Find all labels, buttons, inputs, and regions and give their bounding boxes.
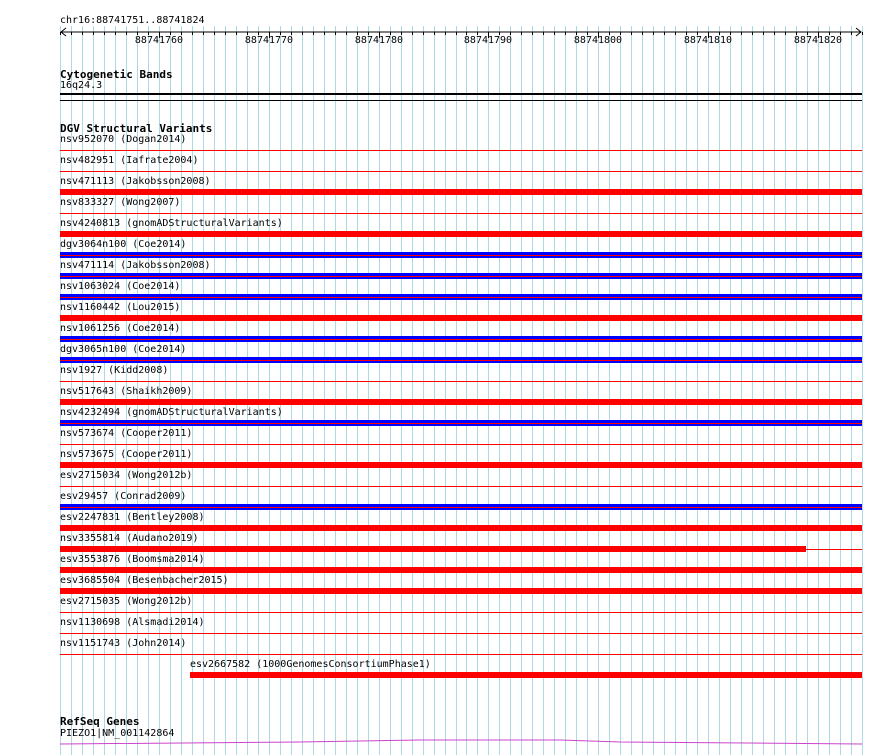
dgv-row-separator bbox=[60, 360, 862, 361]
dgv-variant-label[interactable]: nsv471113 (Jakobsson2008) bbox=[60, 176, 211, 187]
dgv-variant-label[interactable]: esv2715035 (Wong2012b) bbox=[60, 596, 193, 607]
dgv-row-separator bbox=[60, 339, 862, 340]
dgv-variant-label[interactable]: esv2247831 (Bentley2008) bbox=[60, 512, 205, 523]
refseq-genes-title: RefSeq Genes bbox=[60, 715, 140, 728]
dgv-row-separator bbox=[60, 507, 862, 508]
dgv-row-separator bbox=[60, 591, 862, 592]
dgv-row-separator bbox=[60, 612, 862, 613]
ruler-tick-label: 88741810 bbox=[683, 35, 733, 46]
dgv-row-separator bbox=[60, 402, 862, 403]
dgv-variant-label[interactable]: nsv4232494 (gnomADStructuralVariants) bbox=[60, 407, 283, 418]
dgv-variant-label[interactable]: nsv1061256 (Coe2014) bbox=[60, 323, 181, 334]
refseq-gene-label[interactable]: PIEZO1|NM_001142864 bbox=[60, 728, 175, 739]
dgv-variant-label[interactable]: nsv1063024 (Coe2014) bbox=[60, 281, 181, 292]
dgv-row-separator bbox=[60, 654, 862, 655]
dgv-track-title: DGV Structural Variants bbox=[60, 122, 213, 135]
dgv-variant-label[interactable]: nsv471114 (Jakobsson2008) bbox=[60, 260, 211, 271]
dgv-variant-label[interactable]: nsv1130698 (Alsmadi2014) bbox=[60, 617, 205, 628]
ruler-tick-label: 88741760 bbox=[134, 35, 184, 46]
dgv-row-separator bbox=[60, 255, 862, 256]
dgv-variant-label[interactable]: nsv517643 (Shaikh2009) bbox=[60, 386, 193, 397]
coordinate-label: chr16:88741751..88741824 bbox=[60, 15, 205, 26]
dgv-row-separator bbox=[60, 633, 862, 634]
dgv-row-separator bbox=[60, 318, 862, 319]
dgv-variant-label[interactable]: dgv3065n100 (Coe2014) bbox=[60, 344, 187, 355]
dgv-row-separator bbox=[60, 444, 862, 445]
ruler-tick-label: 88741800 bbox=[573, 35, 623, 46]
dgv-row-separator bbox=[60, 570, 862, 571]
gene-intron-line bbox=[60, 740, 862, 744]
ruler-tick-label: 88741790 bbox=[463, 35, 513, 46]
dgv-variant-label[interactable]: nsv952070 (Dogan2014) bbox=[60, 134, 187, 145]
ruler-axis[interactable] bbox=[0, 26, 890, 40]
ruler-tick-label: 88741820 bbox=[793, 35, 843, 46]
dgv-row-separator bbox=[60, 528, 862, 529]
ruler-tick-label: 88741780 bbox=[354, 35, 404, 46]
dgv-variant-label[interactable]: nsv1160442 (Lou2015) bbox=[60, 302, 181, 313]
dgv-variant-label[interactable]: nsv1151743 (John2014) bbox=[60, 638, 187, 649]
dgv-row-separator bbox=[60, 423, 862, 424]
dgv-variant-label[interactable]: esv29457 (Conrad2009) bbox=[60, 491, 187, 502]
dgv-row-separator bbox=[60, 381, 862, 382]
dgv-variant-label[interactable]: nsv833327 (Wong2007) bbox=[60, 197, 181, 208]
dgv-row-separator bbox=[60, 465, 862, 466]
ruler-tick-label: 88741770 bbox=[244, 35, 294, 46]
dgv-row-separator bbox=[60, 234, 862, 235]
dgv-row-separator bbox=[60, 297, 862, 298]
dgv-variant-label[interactable]: dgv3064n100 (Coe2014) bbox=[60, 239, 187, 250]
cytoband-label[interactable]: 16q24.3 bbox=[60, 80, 103, 91]
dgv-variant-label[interactable]: esv2715034 (Wong2012b) bbox=[60, 470, 193, 481]
dgv-variant-label[interactable]: esv3685504 (Besenbacher2015) bbox=[60, 575, 229, 586]
dgv-row-separator bbox=[60, 276, 862, 277]
dgv-row-separator bbox=[60, 171, 862, 172]
cytoband-bar[interactable] bbox=[60, 93, 862, 95]
dgv-variant-label[interactable]: nsv482951 (Iafrate2004) bbox=[60, 155, 199, 166]
dgv-variant-label[interactable]: nsv3355814 (Audano2019) bbox=[60, 533, 199, 544]
dgv-variant-label[interactable]: esv3553876 (Boomsma2014) bbox=[60, 554, 205, 565]
dgv-variant-label[interactable]: nsv1927 (Kidd2008) bbox=[60, 365, 169, 376]
dgv-loss-bar[interactable] bbox=[190, 672, 862, 678]
dgv-row-separator bbox=[60, 150, 862, 151]
dgv-variant-label[interactable]: nsv573675 (Cooper2011) bbox=[60, 449, 193, 460]
dgv-variant-label[interactable]: nsv573674 (Cooper2011) bbox=[60, 428, 193, 439]
track-divider bbox=[60, 100, 862, 101]
dgv-row-separator bbox=[60, 486, 862, 487]
cytogenetic-bands-title: Cytogenetic Bands bbox=[60, 68, 173, 81]
dgv-variant-label[interactable]: esv2667582 (1000GenomesConsortiumPhase1) bbox=[190, 659, 431, 670]
dgv-row-separator bbox=[60, 549, 862, 550]
dgv-row-separator bbox=[60, 213, 862, 214]
refseq-gene-model[interactable] bbox=[0, 736, 890, 748]
dgv-variant-label[interactable]: nsv4240813 (gnomADStructuralVariants) bbox=[60, 218, 283, 229]
dgv-row-separator bbox=[60, 192, 862, 193]
